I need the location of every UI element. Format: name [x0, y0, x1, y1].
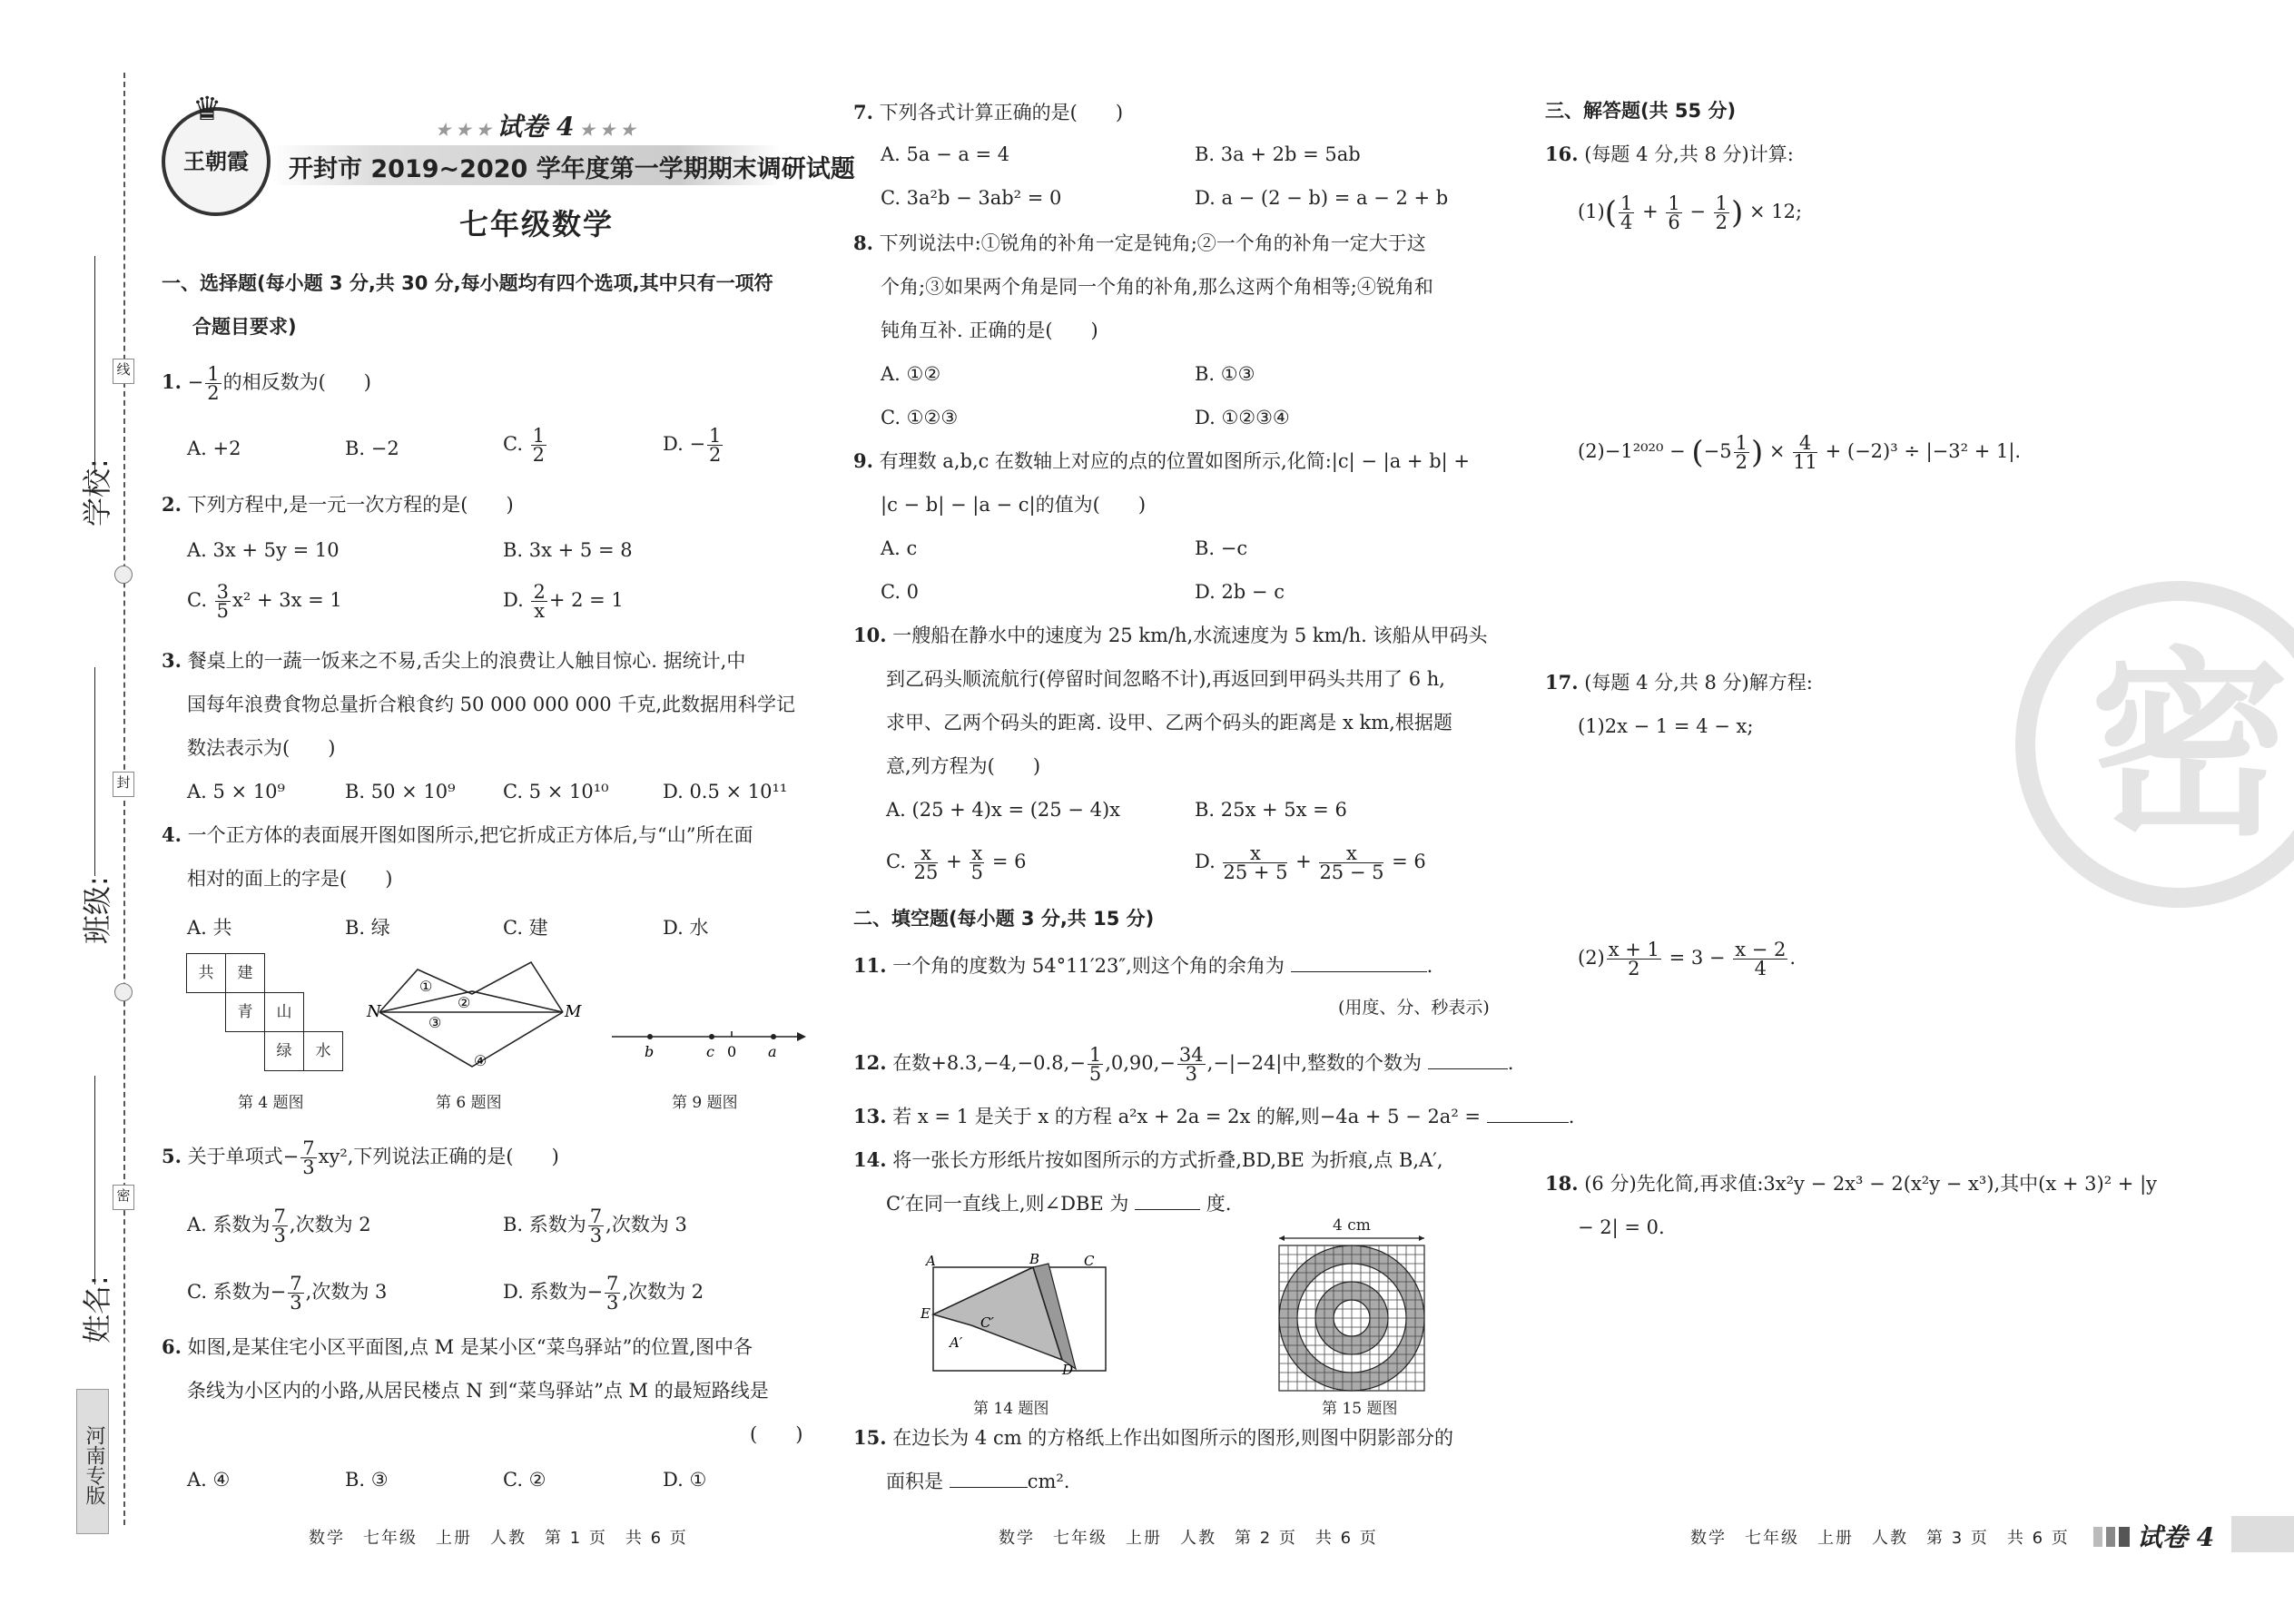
q6-option-c[interactable]: C. ② — [503, 1469, 546, 1491]
binding-dash-line — [123, 73, 125, 1525]
q6-option-d[interactable]: D. ① — [663, 1469, 707, 1491]
q1-option-d[interactable]: D. − $\frac{1}{2}$ — [663, 425, 722, 466]
q12-answer-blank[interactable] — [1428, 1048, 1508, 1069]
figure-14-folding — [917, 1253, 1117, 1389]
q3-option-d[interactable]: D. 0.5 × 10¹¹ — [663, 781, 788, 802]
q6-option-b[interactable]: B. ③ — [345, 1469, 389, 1491]
section-3-heading: 三、解答题(共 55 分) — [1545, 100, 1737, 122]
net-cell: 青 — [225, 992, 265, 1032]
svg-text:B: B — [1029, 1253, 1040, 1267]
question-8: 8. 下列说法中:①锐角的补角一定是钝角;②一个角的补角一定大于这 — [853, 231, 1426, 254]
subject-title: 七年级数学 — [459, 207, 615, 241]
q3-option-a[interactable]: A. 5 × 10⁹ — [187, 781, 285, 802]
svg-text:③: ③ — [428, 1014, 442, 1031]
question-10-line-3: 求甲、乙两个码头的距离. 设甲、乙两个码头的距离是 x km,根据题 — [886, 712, 1452, 733]
q2-option-b[interactable]: B. 3x + 5 = 8 — [503, 539, 633, 561]
school-label: 学校: — [80, 458, 114, 527]
question-10-line-2: 到乙码头顺流航行(停留时间忽略不计),再返回到甲码头共用了 6 h, — [886, 668, 1445, 690]
question-11: 11. 一个角的度数为 54°11′23″,则这个角的余角为 . — [853, 951, 1433, 980]
page-title: 开封市 2019~2020 学年度第一学期期末调研试题 — [289, 155, 855, 183]
q10-option-a[interactable]: A. (25 + 4)x = (25 − 4)x — [886, 799, 1120, 821]
section-1-heading-cont: 合题目要求) — [192, 316, 297, 338]
q4-option-a[interactable]: A. 共 — [187, 917, 232, 939]
q8-option-d[interactable]: D. ①②③④ — [1195, 407, 1290, 428]
question-3-line-2: 国每年浪费食物总量折合粮食约 50 000 000 000 千克,此数据用科学记 — [187, 694, 796, 715]
question-14: 14. 将一张长方形纸片按如图所示的方式折叠,BD,BE 为折痕,点 B,A′, — [853, 1148, 1443, 1171]
q8-option-c[interactable]: C. ①②③ — [881, 407, 959, 428]
question-8-line-3: 钝角互补. 正确的是( ) — [881, 320, 1098, 341]
question-9-line-2: |c − b| − |a − c|的值为( ) — [881, 494, 1147, 516]
section-2-heading: 二、填空题(每小题 3 分,共 15 分) — [853, 908, 1155, 930]
question-13: 13. 若 x = 1 是关于 x 的方程 a²x + 2a = 2x 的解,则−4a + 5 − 2a² = . — [853, 1102, 1574, 1131]
q6-option-a[interactable]: A. ④ — [187, 1469, 231, 1491]
binding-hole-1 — [114, 566, 133, 584]
q4-option-c[interactable]: C. 建 — [503, 917, 548, 939]
question-4: 4. 一个正方体的表面展开图如图所示,把它折成正方体后,与“山”所在面 — [162, 823, 753, 846]
seal-mark-3: 密 — [113, 1185, 134, 1210]
q9-option-d[interactable]: D. 2b − c — [1195, 581, 1285, 603]
svg-text:M: M — [565, 1002, 582, 1021]
question-16-part-2: (2)−1²⁰²⁰ − (−5 $\frac{1}{2}$ ) × $\frac{4}{11}$ + (−2)³ ÷ |−3² + 1|. — [1578, 432, 2022, 473]
q3-option-c[interactable]: C. 5 × 10¹⁰ — [503, 781, 609, 802]
q7-option-c[interactable]: C. 3a²b − 3ab² = 0 — [881, 187, 1062, 209]
q9-option-c[interactable]: C. 0 — [881, 581, 920, 603]
net-cell: 山 — [264, 992, 304, 1032]
q4-option-b[interactable]: B. 绿 — [345, 917, 390, 939]
question-6: 6. 如图,是某住宅小区平面图,点 M 是某小区“菜鸟驿站”的位置,图中各 — [162, 1335, 753, 1358]
q4-option-d[interactable]: D. 水 — [663, 917, 709, 939]
footer-badge-band — [2231, 1516, 2294, 1552]
question-18-line-2: − 2| = 0. — [1578, 1216, 1665, 1238]
figure-15-grid — [1275, 1233, 1430, 1392]
net-cell: 绿 — [264, 1031, 304, 1071]
exam-label: 试卷 4 — [497, 112, 575, 142]
svg-text:N: N — [367, 1002, 381, 1021]
question-6-line-2: 条线为小区内的小路,从居民楼点 N 到“菜鸟驿站”点 M 的最短路线是 — [187, 1380, 769, 1402]
question-9: 9. 有理数 a,b,c 在数轴上对应的点的位置如图所示,化简:|c| − |a + b| + — [853, 449, 1470, 472]
figure-6-routes — [363, 953, 590, 1080]
question-3-line-3: 数法表示为( ) — [187, 737, 336, 759]
footer-badge-label: 试卷 4 — [2137, 1522, 2215, 1552]
star-icon: ★ ★ ★ — [574, 121, 635, 140]
footer-page-3: 数学 七年级 上册 人教 第 3 页 共 6 页 — [1690, 1529, 2070, 1548]
name-line — [94, 1076, 95, 1284]
net-cell: 水 — [303, 1031, 343, 1071]
svg-text:C′: C′ — [980, 1314, 994, 1331]
svg-text:④: ④ — [474, 1052, 487, 1069]
star-icon: ★ ★ ★ — [436, 121, 497, 140]
svg-text:b: b — [645, 1043, 655, 1060]
q5-option-c[interactable]: C. 系数为− $\frac{7}{3}$ ,次数为 3 — [187, 1273, 388, 1314]
logo — [162, 91, 271, 216]
q10-option-b[interactable]: B. 25x + 5x = 6 — [1195, 799, 1347, 821]
name-label: 姓名: — [80, 1275, 114, 1343]
question-10-line-4: 意,列方程为( ) — [886, 755, 1041, 777]
figure-9-number-line — [606, 1017, 806, 1062]
svg-text:a: a — [768, 1043, 777, 1060]
logo-crown-icon: ♛ — [192, 91, 222, 128]
svg-text:A: A — [926, 1253, 936, 1269]
binding-hole-2 — [114, 983, 133, 1001]
question-10: 10. 一艘船在静水中的速度为 25 km/h,水流速度为 5 km/h. 该船从甲码头 — [853, 624, 1488, 646]
question-6-line-3: ( ) — [750, 1423, 803, 1445]
question-17-part-1: (1)2x − 1 = 4 − x; — [1578, 715, 1754, 737]
svg-text:C: C — [1084, 1253, 1095, 1269]
svg-text:0: 0 — [727, 1043, 737, 1060]
net-cell: 建 — [225, 953, 265, 993]
question-16: 16. (每题 4 分,共 8 分)计算: — [1545, 143, 1794, 165]
q10-option-d[interactable]: D. $\frac{x}{25 + 5}$ + $\frac{x}{25 - 5}$ = 6 — [1195, 842, 1426, 883]
svg-text:A′: A′ — [950, 1334, 963, 1351]
footer-page-1: 数学 七年级 上册 人教 第 1 页 共 6 页 — [309, 1529, 688, 1548]
school-line — [94, 256, 95, 474]
logo-text: 王朝霞 — [183, 148, 249, 174]
q1-option-c[interactable]: C. $\frac{1}{2}$ — [503, 425, 546, 466]
watermark-seal — [2015, 581, 2294, 908]
question-12: 12. 在数+8.3,−4,−0.8,− $\frac{1}{5}$ ,0,90,− $\frac{34}{3}$ ,−|−24|中,整数的个数为 . — [853, 1044, 1514, 1085]
question-16-part-1: (1)( $\frac{1}{4}$ + $\frac{1}{6}$ − $\frac{1}{2}$ ) × 12; — [1578, 192, 1803, 233]
question-17: 17. (每题 4 分,共 8 分)解方程: — [1545, 671, 1813, 694]
question-8-line-2: 个角;③如果两个角是同一个角的补角,那么这两个角相等;④锐角和 — [881, 276, 1433, 298]
question-17-part-2: (2) $\frac{x + 1}{2}$ = 3 − $\frac{x - 2}{4}$ . — [1578, 939, 1797, 979]
q3-option-b[interactable]: B. 50 × 10⁹ — [345, 781, 456, 802]
svg-text:D: D — [1062, 1362, 1074, 1378]
seal-mark-1: 线 — [113, 359, 134, 384]
class-label: 班级: — [80, 876, 114, 944]
q2-option-a[interactable]: A. 3x + 5y = 10 — [187, 539, 340, 561]
footer-badge-squares — [2093, 1527, 2130, 1547]
q7-option-a[interactable]: A. 5a − a = 4 — [881, 143, 1010, 165]
q15-answer-blank[interactable] — [950, 1467, 1028, 1488]
q11-answer-blank[interactable] — [1291, 951, 1427, 972]
question-5: 5. 关于单项式− $\frac{7}{3}$ xy²,下列说法正确的是( ) — [162, 1137, 559, 1178]
q5-option-b[interactable]: B. 系数为 $\frac{7}{3}$ ,次数为 3 — [503, 1206, 687, 1246]
q1-option-a[interactable]: A. +2 — [187, 438, 241, 459]
svg-text:②: ② — [458, 994, 471, 1011]
q7-option-d[interactable]: D. a − (2 − b) = a − 2 + b — [1195, 187, 1449, 209]
figure-14-caption: 第 14 题图 — [973, 1400, 1049, 1418]
question-3: 3. 餐桌上的一蔬一饭来之不易,舌尖上的浪费让人触目惊心. 据统计,中 — [162, 649, 746, 672]
question-4-line-2: 相对的面上的字是( ) — [187, 868, 393, 890]
figure-4-caption: 第 4 题图 — [238, 1094, 304, 1112]
question-14-line-2: C′在同一直线上,则∠DBE 为 度. — [886, 1189, 1231, 1218]
question-15: 15. 在边长为 4 cm 的方格纸上作出如图所示的图形,则图中阴影部分的 — [853, 1426, 1453, 1449]
figure-4-cube-net — [186, 953, 350, 1080]
watermark-text: 密 — [2089, 630, 2289, 862]
question-18: 18. (6 分)先化简,再求值:3x²y − 2x³ − 2(x²y − x³),其中(x + 3)² + |y — [1545, 1172, 2158, 1195]
q2-option-c[interactable]: C. $\frac{3}{5}$ x² + 3x = 1 — [187, 581, 342, 622]
figure-9-caption: 第 9 题图 — [672, 1094, 738, 1112]
q1-option-b[interactable]: B. −2 — [345, 438, 399, 459]
edition-badge: 河南专版 — [76, 1389, 109, 1534]
q9-option-b[interactable]: B. −c — [1195, 537, 1248, 559]
question-2: 2. 下列方程中,是一元一次方程的是( ) — [162, 493, 514, 516]
q10-option-c[interactable]: C. $\frac{x}{25}$ + $\frac{x}{5}$ = 6 — [886, 842, 1027, 883]
q8-option-b[interactable]: B. ①③ — [1195, 363, 1255, 385]
q13-answer-blank[interactable] — [1487, 1102, 1569, 1123]
question-11-note: (用度、分、秒表示) — [1338, 998, 1490, 1018]
q8-option-a[interactable]: A. ①② — [881, 363, 941, 385]
q2-option-d[interactable]: D. $\frac{2}{x}$ + 2 = 1 — [503, 581, 624, 622]
figure-15-size-label: 4 cm — [1333, 1216, 1371, 1235]
svg-text:c: c — [706, 1043, 714, 1060]
q5-option-d[interactable]: D. 系数为− $\frac{7}{3}$ ,次数为 2 — [503, 1273, 704, 1314]
question-15-line-2: 面积是 cm². — [886, 1467, 1069, 1496]
svg-text:E: E — [921, 1305, 930, 1322]
q5-option-a[interactable]: A. 系数为 $\frac{7}{3}$ ,次数为 2 — [187, 1206, 371, 1246]
net-cell: 共 — [186, 953, 226, 993]
figure-6-caption: 第 6 题图 — [436, 1094, 502, 1112]
footer-page-2: 数学 七年级 上册 人教 第 2 页 共 6 页 — [999, 1529, 1378, 1548]
svg-text:①: ① — [419, 978, 433, 995]
q9-option-a[interactable]: A. c — [881, 537, 918, 559]
seal-mark-2: 封 — [113, 772, 134, 797]
q7-option-b[interactable]: B. 3a + 2b = 5ab — [1195, 143, 1361, 165]
figure-15-caption: 第 15 题图 — [1322, 1400, 1398, 1418]
section-1-heading: 一、选择题(每小题 3 分,共 30 分,每小题均有四个选项,其中只有一项符 — [162, 272, 773, 294]
question-1: 1. − $\frac{1}{2}$ 的相反数为( ) — [162, 363, 371, 404]
class-line — [94, 667, 95, 876]
header-label — [436, 107, 635, 143]
q14-answer-blank[interactable] — [1135, 1189, 1200, 1210]
question-7: 7. 下列各式计算正确的是( ) — [853, 101, 1124, 123]
